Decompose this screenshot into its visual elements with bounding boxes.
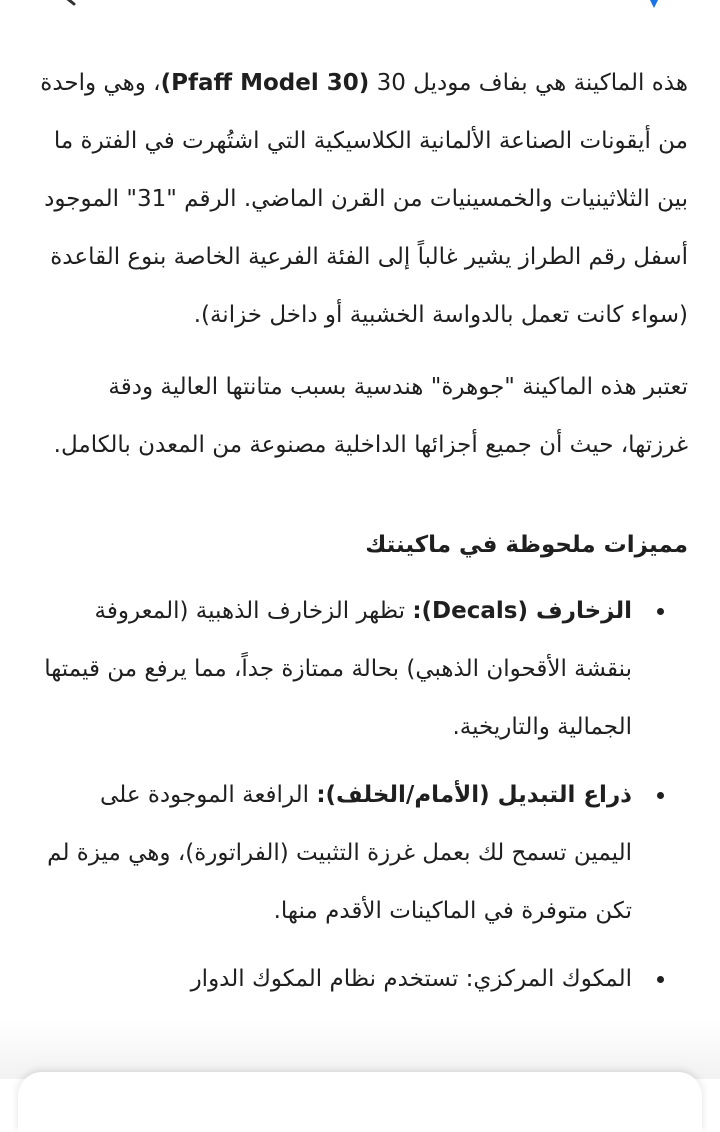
- feature-item-decals: [36, 582, 688, 756]
- section-title: مميزات ملحوظة في ماكينتك: [365, 532, 688, 558]
- bottom-sheet[interactable]: [18, 1072, 702, 1132]
- feature-text: الرافعة الموجودة على اليمين تسمح لك بعمل غرزة التثبيت (الفراتورة)، وهي ميزة لم تكن متوفرة في الماكينات الأقدم منها.: [47, 782, 632, 924]
- feature-term: ذراع التبديل (الأمام/الخلف):: [316, 782, 632, 808]
- bullet-icon: [657, 792, 664, 799]
- intro-paragraph: [36, 54, 688, 344]
- intro-text-end: ، وهي واحدة من أيقونات الصناعة الألمانية الكلاسيكية التي اشتُهرت في الفترة ما بين الثلاثينيات والخمسينيات من القرن الماضي. الرقم "31" الموجود أسفل رقم الطراز يشير غالباً إلى الفئة الفرعية الخاصة بنوع القاعدة (سواء كانت تعمل بالدواسة الخشبية أو داخل خزانة).: [40, 70, 688, 328]
- feature-item-reverse-lever: [36, 766, 688, 940]
- model-name-latin: (Pfaff Model 30): [160, 70, 370, 96]
- article-body: [36, 54, 688, 1018]
- intro-text-start: هذه الماكينة هي بفاف موديل 30: [369, 70, 688, 96]
- location-pin-icon[interactable]: [648, 0, 660, 10]
- feature-item-central-bobbin: [36, 950, 688, 1008]
- back-arrow-icon[interactable]: [62, 0, 76, 8]
- bullet-icon: [657, 976, 664, 983]
- feature-text: تظهر الزخارف الذهبية (المعروفة بنقشة الأقحوان الذهبي) بحالة ممتازة جداً، مما يرفع من قيمتها الجمالية والتاريخية.: [44, 598, 632, 740]
- feature-term: الزخارف (Decals):: [412, 598, 632, 624]
- top-bar: [0, 0, 720, 14]
- quality-paragraph: تعتبر هذه الماكينة "جوهرة" هندسية بسبب متانتها العالية ودقة غرزتها، حيث أن جميع أجزائها الداخلية مصنوعة من المعدن بالكامل.: [53, 374, 688, 458]
- bottom-fade: [0, 1019, 720, 1079]
- features-list: [36, 582, 688, 1008]
- feature-term: المكوك المركزي:: [465, 966, 632, 992]
- feature-text: تستخدم نظام المكوك الدوار: [190, 966, 466, 992]
- bullet-icon: [657, 608, 664, 615]
